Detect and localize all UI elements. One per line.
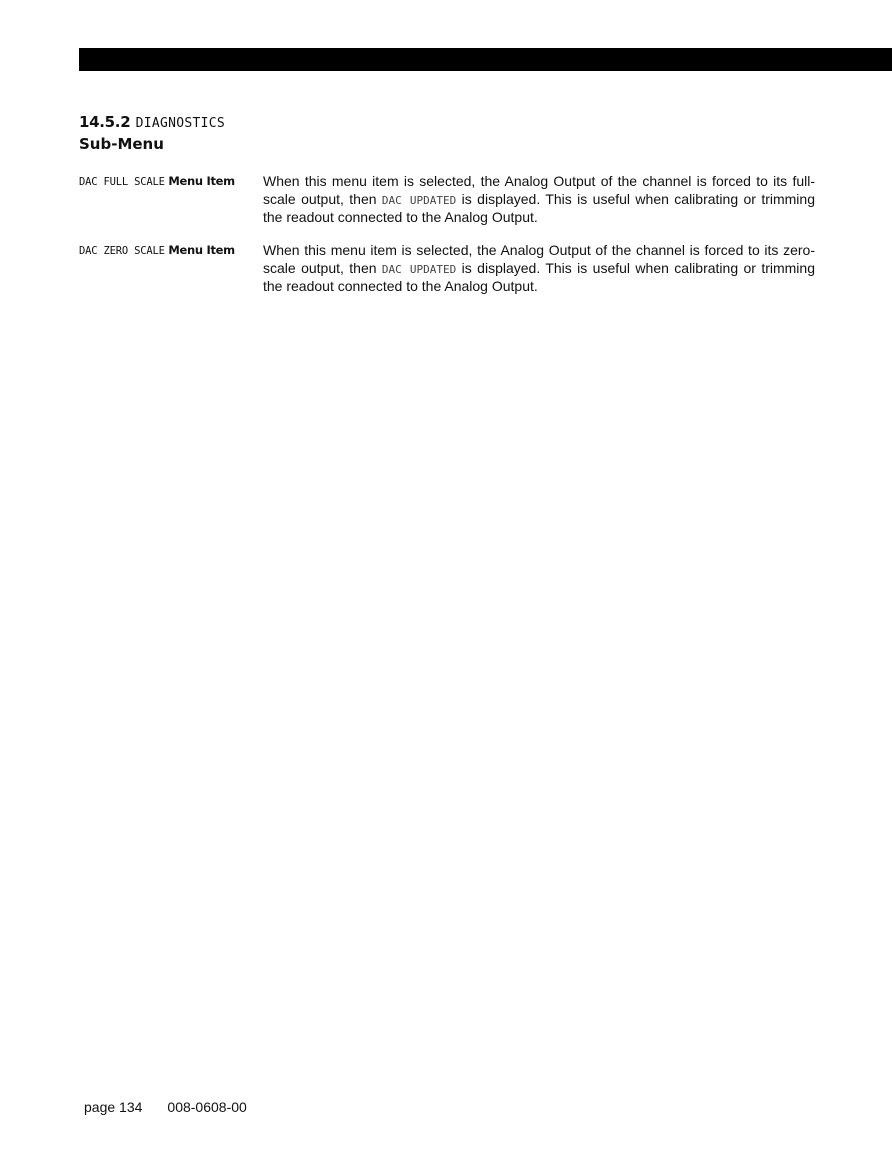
section-name: DIAGNOSTICS [135,116,225,131]
section-number: 14.5.2 [79,113,131,131]
header-bar [79,48,892,71]
menu-item-label [79,173,254,191]
description-code: DAC UPDATED [381,262,457,276]
menu-item-description [263,242,815,296]
page-footer [84,1099,247,1115]
section-subtitle: Sub-Menu [79,135,164,153]
menu-item-code: DAC ZERO SCALE [79,245,165,257]
description-text-before: When this menu item is selected, the Analog Output of the channel is forced to its full-scale output, then [263,173,815,207]
menu-item-suffix: Menu Item [168,243,235,257]
description-text-before: When this menu item is selected, the Analog Output of the channel is forced to its zero-scale output, then [263,242,815,276]
page-number: page 134 [84,1099,143,1115]
document-number: 008-0608-00 [167,1099,247,1115]
section-heading [79,112,225,154]
menu-item-suffix: Menu Item [168,174,235,188]
menu-item-description [263,173,815,227]
description-text-after: is displayed. This is useful when calibrating or trimming the readout connected to the Analog Output. [263,190,815,225]
menu-item-code: DAC FULL SCALE [79,176,165,188]
description-text-after: is displayed. This is useful when calibrating or trimming the readout connected to the Analog Output. [263,259,815,294]
menu-item-label [79,242,254,260]
description-code: DAC UPDATED [381,193,457,207]
